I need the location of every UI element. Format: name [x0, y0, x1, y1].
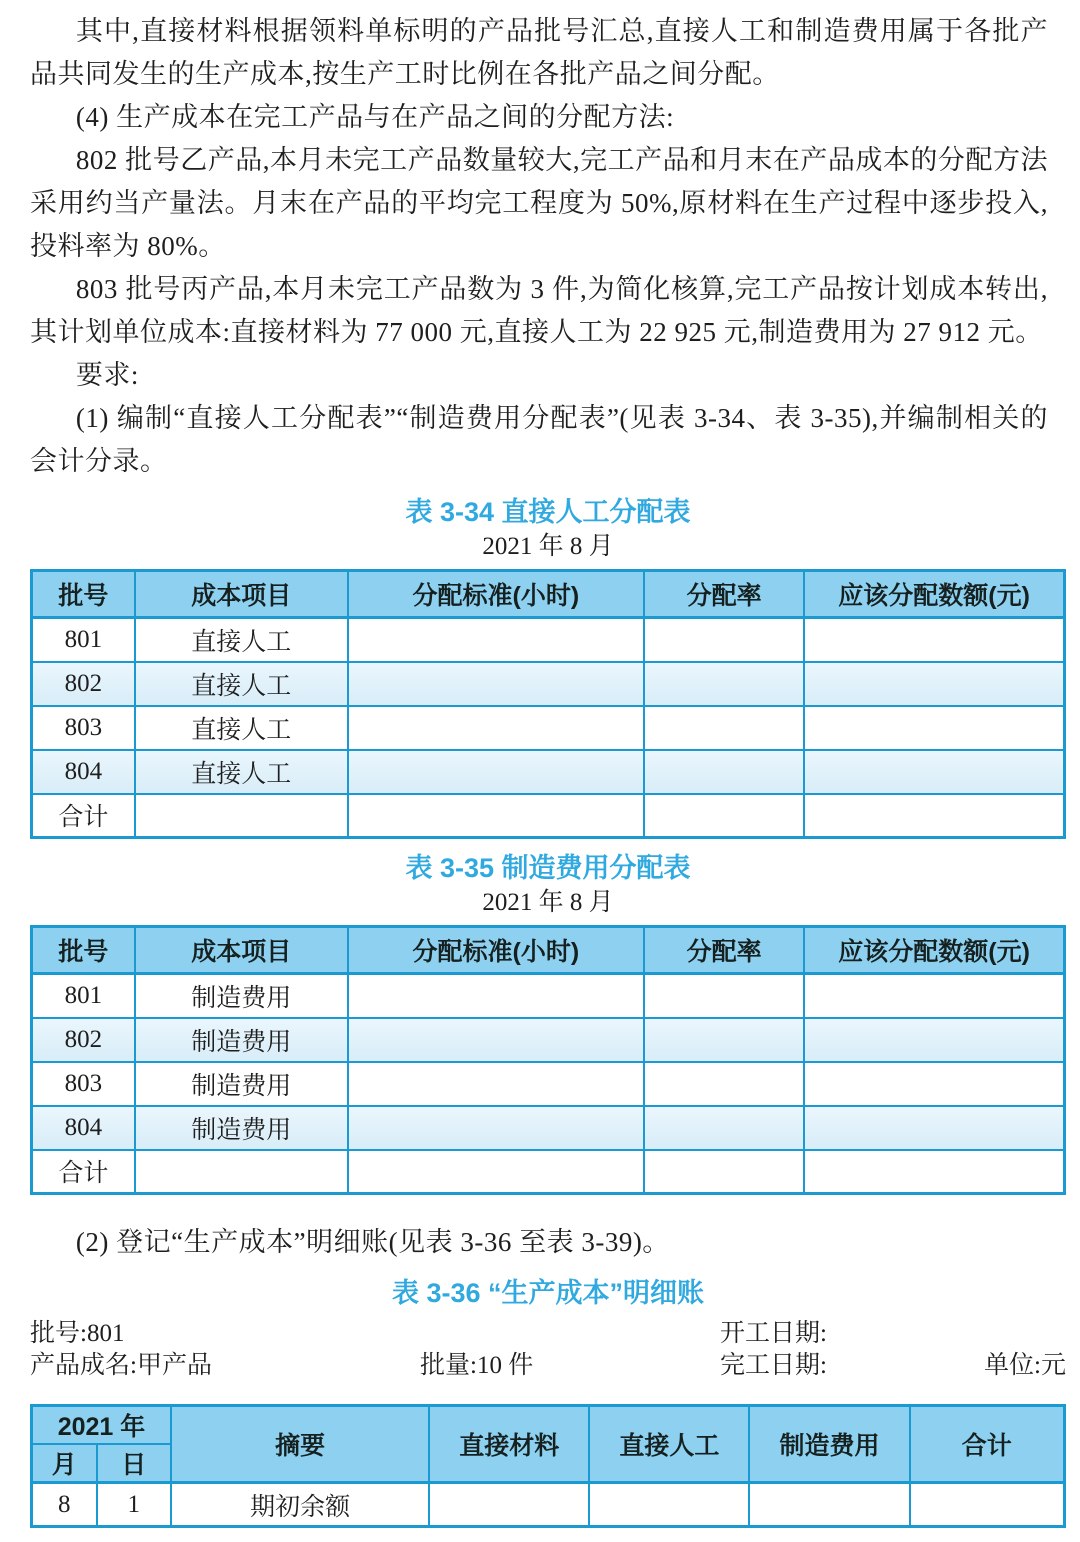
cell-empty	[348, 1062, 644, 1106]
table-row	[32, 1062, 1065, 1106]
table-row	[32, 706, 1065, 750]
table-row	[32, 1106, 1065, 1150]
table-3-34-subtitle: 2021 年 8 月	[482, 533, 614, 560]
column-header-total: 合计	[910, 1406, 1065, 1483]
cell-empty	[348, 750, 644, 794]
cell-cost-item: 直接人工	[135, 750, 348, 794]
column-header-cost-item: 成本项目	[135, 571, 348, 618]
column-header-allocated-amount: 应该分配数额(元)	[804, 571, 1064, 618]
column-header-allocation-basis: 分配标准(小时)	[348, 571, 644, 618]
paragraph-method-heading: (4) 生产成本在完工产品与在产品之间的分配方法:	[75, 102, 675, 132]
column-header-allocation-rate: 分配率	[644, 571, 804, 618]
cell-empty	[644, 1106, 804, 1150]
cell-empty	[135, 1150, 348, 1194]
table-row	[32, 750, 1065, 794]
ledger-row-opening-balance	[32, 1483, 1065, 1527]
table-3-34-direct-labor-allocation	[30, 569, 1066, 839]
cell-empty	[804, 662, 1064, 706]
table-row	[32, 974, 1065, 1018]
column-header-direct-labor: 直接人工	[589, 1406, 749, 1483]
column-header-day: 日	[97, 1444, 171, 1483]
table-3-36-production-cost-ledger	[30, 1404, 1066, 1528]
cell-total-label: 合计	[32, 794, 135, 838]
cell-batch: 801	[32, 618, 135, 662]
cell-empty	[910, 1483, 1065, 1527]
cell-month: 8	[32, 1483, 97, 1527]
paragraph-materials-allocation: 其中,直接材料根据领料单标明的产品批号汇总,直接人工和制造费用属于各批产品共同发生的生产成本,按生产工时比例在各批产品之间分配。	[30, 16, 1048, 89]
table-row	[32, 662, 1065, 706]
column-header-allocation-rate: 分配率	[644, 927, 804, 974]
cell-day: 1	[97, 1483, 171, 1527]
cell-empty	[804, 794, 1064, 838]
cell-empty	[749, 1483, 909, 1527]
cell-empty	[804, 1062, 1064, 1106]
paragraph-requirements: 要求:	[75, 360, 139, 390]
column-header-batch: 批号	[32, 927, 135, 974]
table-3-36-title: 表 3-36 “生产成本”明细账	[391, 1278, 705, 1308]
cell-empty	[644, 1062, 804, 1106]
cell-batch: 802	[32, 662, 135, 706]
cell-empty	[589, 1483, 749, 1527]
column-header-cost-item: 成本项目	[135, 927, 348, 974]
cell-batch: 804	[32, 1106, 135, 1150]
cell-empty	[644, 794, 804, 838]
cell-empty	[644, 750, 804, 794]
cell-empty	[429, 1483, 589, 1527]
cell-total-label: 合计	[32, 1150, 135, 1194]
cell-cost-item: 直接人工	[135, 706, 348, 750]
ledger-meta-line-1	[30, 1318, 1066, 1350]
column-header-allocation-basis: 分配标准(小时)	[348, 927, 644, 974]
ledger-product-name: 产品成名:甲产品	[30, 1352, 212, 1379]
cell-empty	[135, 794, 348, 838]
cell-empty	[804, 974, 1064, 1018]
paragraph-requirement-1: (1) 编制“直接人工分配表”“制造费用分配表”(见表 3-34、表 3-35),并编制相关的会计分录。	[30, 403, 1048, 476]
column-header-allocated-amount: 应该分配数额(元)	[804, 927, 1064, 974]
column-header-month: 月	[32, 1444, 97, 1483]
cell-cost-item: 制造费用	[135, 1106, 348, 1150]
cell-empty	[644, 1018, 804, 1062]
cell-cost-item: 制造费用	[135, 1018, 348, 1062]
table-3-34-title: 表 3-34 直接人工分配表	[405, 497, 691, 527]
table-row	[32, 1018, 1065, 1062]
table-3-35-title: 表 3-35 制造费用分配表	[405, 853, 691, 883]
cell-empty	[348, 1106, 644, 1150]
paragraph-batch-802: 802 批号乙产品,本月未完工产品数量较大,完工产品和月末在产品成本的分配方法采用约当产量法。月末在产品的平均完工程度为 50%,原材料在生产过程中逐步投入,投料率为 80%。	[30, 145, 1048, 261]
cell-batch: 801	[32, 974, 135, 1018]
cell-empty	[804, 1106, 1064, 1150]
table-header-row	[32, 927, 1065, 974]
table-total-row	[32, 1150, 1065, 1194]
table-total-row	[32, 794, 1065, 838]
cell-cost-item: 制造费用	[135, 974, 348, 1018]
cell-empty	[348, 706, 644, 750]
cell-batch: 803	[32, 1062, 135, 1106]
cell-empty	[804, 750, 1064, 794]
cell-batch: 804	[32, 750, 135, 794]
cell-empty	[348, 974, 644, 1018]
cell-empty	[644, 1150, 804, 1194]
table-header-row	[32, 571, 1065, 618]
column-header-overhead: 制造费用	[749, 1406, 909, 1483]
cell-empty	[348, 794, 644, 838]
cell-empty	[804, 618, 1064, 662]
ledger-lot-size: 批量:10 件	[420, 1352, 534, 1379]
cell-summary: 期初余额	[171, 1483, 429, 1527]
cell-empty	[804, 1018, 1064, 1062]
cell-empty	[644, 618, 804, 662]
paragraph-batch-803: 803 批号丙产品,本月未完工产品数为 3 件,为简化核算,完工产品按计划成本转出,其计划单位成本:直接材料为 77 000 元,直接人工为 22 925 元,制造费用为 27 912 元。	[30, 274, 1048, 347]
cell-batch: 802	[32, 1018, 135, 1062]
ledger-meta-line-2	[30, 1350, 1066, 1382]
ledger-batch-no: 批号:801	[30, 1320, 125, 1347]
ledger-unit-label: 单位:元	[984, 1352, 1066, 1379]
ledger-header-row-1	[32, 1406, 1065, 1445]
cell-cost-item: 直接人工	[135, 618, 348, 662]
cell-empty	[348, 1150, 644, 1194]
table-3-35-subtitle: 2021 年 8 月	[482, 889, 614, 916]
ledger-finish-date-label: 完工日期:	[720, 1352, 827, 1379]
cell-empty	[348, 618, 644, 662]
cell-empty	[348, 662, 644, 706]
column-header-year: 2021 年	[32, 1406, 171, 1445]
cell-empty	[644, 662, 804, 706]
cell-cost-item: 直接人工	[135, 662, 348, 706]
column-header-direct-materials: 直接材料	[429, 1406, 589, 1483]
cell-batch: 803	[32, 706, 135, 750]
table-3-35-overhead-allocation	[30, 925, 1066, 1195]
column-header-batch: 批号	[32, 571, 135, 618]
paragraph-requirement-2: (2) 登记“生产成本”明细账(见表 3-36 至表 3-39)。	[75, 1227, 670, 1257]
cell-empty	[804, 706, 1064, 750]
table-row	[32, 618, 1065, 662]
cell-empty	[804, 1150, 1064, 1194]
cell-empty	[348, 1018, 644, 1062]
cell-empty	[644, 974, 804, 1018]
cell-empty	[644, 706, 804, 750]
cell-cost-item: 制造费用	[135, 1062, 348, 1106]
ledger-start-date-label: 开工日期:	[720, 1320, 827, 1347]
column-header-summary: 摘要	[171, 1406, 429, 1483]
